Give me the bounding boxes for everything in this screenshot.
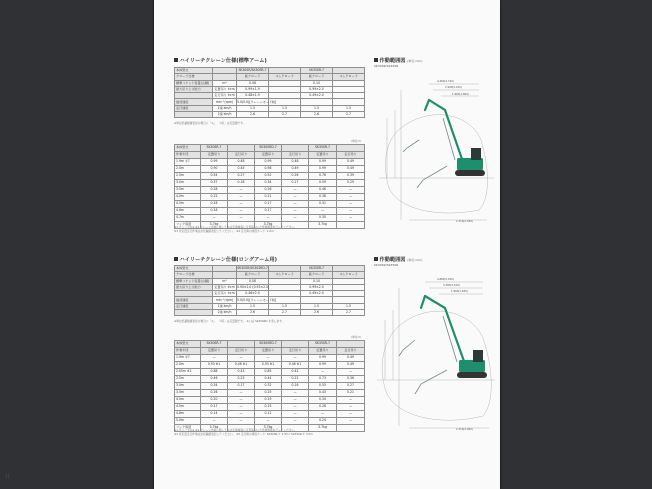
load-row xyxy=(175,355,365,362)
section-title-long: ハイリーチクレーン仕様(ロングアーム用) xyxy=(174,256,277,263)
load-cell: — xyxy=(228,411,255,418)
load-cell: 0.99 xyxy=(309,355,337,362)
load-cell: 0.55 xyxy=(309,383,337,390)
load-cell: 0.14 xyxy=(201,411,228,418)
load-cell: 0.22 xyxy=(282,376,309,383)
load-cell: 4.5m xyxy=(175,404,201,411)
load-cell: 0.18 xyxy=(228,180,255,187)
spec-cell: 0.90×2.0 (0.93×2.0) xyxy=(237,284,270,289)
load-cell: 2.5m xyxy=(175,376,201,383)
spec-cell: 2.6 xyxy=(301,310,333,316)
load-cell: 0.23 xyxy=(228,376,255,383)
load-header-row xyxy=(175,145,365,152)
load-cell: — xyxy=(337,215,365,222)
catalog-page xyxy=(154,0,500,489)
load-cell: 3.7kg xyxy=(201,425,228,432)
load-header-cell: 定置吊り xyxy=(201,152,228,159)
spec-cell xyxy=(175,310,213,316)
load-cell: 0.18 xyxy=(201,208,228,215)
spec-cell: 2.6 xyxy=(237,112,269,118)
load-cell: — xyxy=(282,355,309,362)
load-row xyxy=(175,418,365,425)
load-cell: 0.49 xyxy=(337,362,365,369)
load-cell: 0.46 ※1 xyxy=(282,362,309,369)
load-cell: 0.46 xyxy=(309,187,337,194)
load-row xyxy=(175,201,365,208)
spec-cell: クローラ仕様 xyxy=(175,74,213,80)
load-row xyxy=(175,362,365,369)
work-range-diagram-standard xyxy=(359,70,499,230)
load-row xyxy=(175,215,365,222)
load-cell: 4.7m xyxy=(175,215,201,222)
load-cell: 0.28 xyxy=(201,187,228,194)
load-cell: 0.34 xyxy=(201,383,228,390)
load-header-cell xyxy=(228,145,255,152)
spec-cell: 走行速度 xyxy=(175,303,213,309)
load-cell: — xyxy=(228,397,255,404)
load-header-cell: 走行吊り xyxy=(337,152,365,159)
spec-cell: min⁻¹(rpm) xyxy=(213,297,237,303)
load-cell: 0.36 xyxy=(337,376,365,383)
load-cell: — xyxy=(282,215,309,222)
load-cell: 0.49 xyxy=(282,166,309,173)
load-cell: 0.20 xyxy=(201,397,228,404)
spec-cell: 5.0(5.0)[ウレーンモード時] xyxy=(237,99,277,104)
spec-cell: 0.99×2.0 xyxy=(301,284,333,290)
load-cell: 0.46 ※1 xyxy=(228,362,255,369)
load-cell: — xyxy=(337,187,365,194)
spec-cell: 走行速度 xyxy=(175,105,213,111)
load-header-row xyxy=(175,152,365,159)
spec-cell: SK35SR-7 xyxy=(301,266,333,272)
load-header-cell: 作業半径 xyxy=(175,152,201,159)
spec-table-long xyxy=(174,265,365,316)
load-cell: 2.0m xyxy=(175,166,201,173)
spec-cell: 走行吊り t×m xyxy=(214,291,235,296)
load-row xyxy=(175,180,365,187)
load-cell: 3.0m xyxy=(175,383,201,390)
load-cell: 3.7kg xyxy=(201,222,228,229)
dim-8: 2,310(2,360) xyxy=(456,428,473,431)
spec-cell: SK30SR/SK30SRD-7 xyxy=(237,266,268,271)
load-header-cell: SK30SRD-7 xyxy=(255,341,282,348)
load-header-cell: SK30SR-7 xyxy=(201,145,228,152)
load-cell: 0.37 xyxy=(201,180,228,187)
load-header-cell: 定置吊り xyxy=(255,348,282,355)
spec-cell: 標準バケット容量(山積) xyxy=(175,80,213,86)
load-cell: 0.17 xyxy=(228,383,255,390)
load-cell: — xyxy=(309,411,337,418)
load-cell: 0.16 xyxy=(282,383,309,390)
load-cell: — xyxy=(228,201,255,208)
load-cell: 0.88 xyxy=(201,369,228,376)
diagram-title-long: 作動範囲図 (単位:mm) xyxy=(374,256,422,263)
load-cell: — xyxy=(337,208,365,215)
load-header-cell: 走行吊り xyxy=(228,152,255,159)
spec-cell: ゴムクローラ xyxy=(333,74,365,80)
spec-cell: 定置吊り t×m xyxy=(214,284,235,289)
spec-cell: 0.48×1.9 xyxy=(237,93,269,99)
load-cell: 0.99 xyxy=(309,362,337,369)
spec-cell: 2.6 xyxy=(237,310,269,316)
spec-cell: 0.10 xyxy=(301,80,333,86)
spec-cell: 2速 km/h xyxy=(213,310,237,316)
load-cell: — xyxy=(282,411,309,418)
load-note-long-2: ※4 非定量走行作業法が記載値表記してください。 ※5 走行時の速度カーヤ: SK30SR-7: 3.9m / SK35SR-7: 3.5m xyxy=(174,432,313,436)
load-cell: — xyxy=(201,355,228,362)
load-unit-long: (単位:t) xyxy=(351,335,361,339)
spec-cell: 0.49×2.0 xyxy=(301,291,333,297)
load-cell: 0.15 xyxy=(255,404,282,411)
spec-cell: 1.5 xyxy=(301,105,333,111)
load-cell: 1.9m 半? xyxy=(175,159,201,166)
load-row xyxy=(175,397,365,404)
diagram-title-standard: 作動範囲図 (単位:mm) xyxy=(374,57,422,64)
load-cell: — xyxy=(282,194,309,201)
dim-3: 1,960(1,860) xyxy=(452,93,469,96)
spec-cell: 最大吊り上げ能力 xyxy=(175,86,213,92)
spec-cell: 2.7 xyxy=(269,310,301,316)
load-cell: 0.54 xyxy=(201,173,228,180)
work-range-diagram-long xyxy=(359,270,499,435)
load-header-row xyxy=(175,341,365,348)
load-row xyxy=(175,390,365,397)
load-header-cell: 走行吊り xyxy=(337,348,365,355)
spec-cell: 走行吊り t×m xyxy=(214,93,235,98)
dim-4: 2,310(2,340) xyxy=(456,220,473,223)
load-header-row xyxy=(175,348,365,355)
spec-note-standard: ※単位記載数値表記の場合に「1」。 「t吊」は定量値です。 xyxy=(174,121,246,125)
load-cell: 0.99 xyxy=(309,166,337,173)
load-header-cell: 定置吊り xyxy=(201,348,228,355)
load-cell: 0.24 xyxy=(309,418,337,425)
spec-cell: 2.7 xyxy=(333,310,365,316)
spec-cell: 0.99×2.0 xyxy=(301,86,333,92)
load-cell: 4.5m xyxy=(175,201,201,208)
section-title-standard: ハイリーチクレーン仕様(標準アーム) xyxy=(174,57,267,64)
load-cell: 0.26 xyxy=(201,390,228,397)
load-cell: 3.5m xyxy=(175,187,201,194)
load-header-cell: SK35SR-7 xyxy=(309,145,337,152)
diagram-model-long: SK30SR/SK35SR xyxy=(374,263,399,267)
spec-cell: 2.7 xyxy=(269,112,301,118)
dim-7: 1,960(1,830) xyxy=(451,290,468,293)
load-unit-standard: (単位:t) xyxy=(351,139,361,143)
load-header-cell: SK35SR-7 xyxy=(309,341,337,348)
load-cell: — xyxy=(228,418,255,425)
load-cell: 0.48 xyxy=(282,159,309,166)
load-cell: — xyxy=(228,390,255,397)
load-cell: — xyxy=(228,187,255,194)
load-note-standard-2: ※3 非定量走行作業法が記載値表記してください。 ※4 走行時の速度カーヤ: 1.0m xyxy=(174,229,274,233)
load-cell: 0.38 xyxy=(309,194,337,201)
load-header-cell: 走行吊り xyxy=(228,348,255,355)
load-cell: — xyxy=(228,194,255,201)
load-cell: 0.39 xyxy=(337,173,365,180)
spec-cell: min⁻¹(rpm) xyxy=(213,99,237,105)
load-header-cell xyxy=(282,145,309,152)
dim-2: 2,990(5,220) xyxy=(445,86,462,89)
load-cell: 0.45 xyxy=(228,166,255,173)
load-note-long-1: ※1 サッバフの※ ※2 クレーン作業に際しては法定資格等に定量基づいた作業場等を行ってください。 xyxy=(174,428,297,432)
load-cell: — xyxy=(282,418,309,425)
load-cell: 0.28 xyxy=(309,404,337,411)
load-cell: — xyxy=(309,208,337,215)
load-header-cell: 作業半径 xyxy=(175,348,201,355)
spec-cell: 2速 km/h xyxy=(213,112,237,118)
load-cell: 0.26 xyxy=(255,187,282,194)
load-cell: — xyxy=(282,404,309,411)
spec-cell: 定置吊り t×m xyxy=(214,86,235,91)
dim-5: 4,880(5,030) xyxy=(437,278,454,281)
load-cell: — xyxy=(337,369,365,376)
spec-cell: SK35SR-7 xyxy=(301,68,333,74)
load-cell: — xyxy=(255,215,282,222)
load-cell: 0.78 xyxy=(309,173,337,180)
load-cell: — xyxy=(282,187,309,194)
load-cell: — xyxy=(228,208,255,215)
load-cell: — xyxy=(337,411,365,418)
load-cell: 0.17 xyxy=(255,208,282,215)
load-row xyxy=(175,159,365,166)
load-header-cell: 本体型式 xyxy=(175,145,201,152)
load-cell: 0.30 xyxy=(309,215,337,222)
load-cell: 0.32 xyxy=(255,383,282,390)
load-cell: 0.49 xyxy=(337,355,365,362)
load-cell: 0.93 ※1 xyxy=(201,362,228,369)
load-cell: 0.99 xyxy=(309,159,337,166)
load-header-cell: SK30SRD-7 xyxy=(255,145,282,152)
load-cell: 1.9m 半? xyxy=(175,355,201,362)
load-row xyxy=(175,383,365,390)
load-cell: — xyxy=(337,397,365,404)
spec-table-standard xyxy=(174,67,365,118)
load-cell: 0.59 xyxy=(309,180,337,187)
spec-cell xyxy=(175,112,213,118)
load-row xyxy=(175,187,365,194)
dim-1: 4,460(4,740) xyxy=(437,80,454,83)
load-cell: 0.43 xyxy=(309,390,337,397)
load-table-standard xyxy=(174,144,365,229)
spec-cell: 0.46×2.0 xyxy=(237,291,269,297)
spec-cell: 0.49×2.0 xyxy=(301,93,333,99)
load-row xyxy=(175,369,365,376)
load-cell: 4.0m xyxy=(175,194,201,201)
spec-note-long: ※単位記載数値表記の場合に「1」。 「t吊」は定量値です。 ※( )は SK30SRD を表します。 xyxy=(174,319,285,323)
load-table-long xyxy=(174,340,365,432)
spec-cell: 0.10 xyxy=(301,278,333,284)
load-cell: 4.0m xyxy=(175,397,201,404)
spec-cell: 1速 km/h xyxy=(213,303,237,309)
load-cell: 0.73 xyxy=(309,376,337,383)
spec-cell: ゴムクローラ xyxy=(333,272,365,278)
load-cell: 0.49 xyxy=(337,166,365,173)
spec-cell: 鉄クローラ xyxy=(237,272,269,278)
load-note-standard-1: ※1 サッバフの※ ※2 クレーン作業に際しては法定資格等に定量基づいた作業場等を行ってください。 xyxy=(174,225,297,229)
load-cell: 0.99 xyxy=(201,159,228,166)
spec-cell: 旋回速度 xyxy=(175,297,213,303)
load-cell: 0.17 xyxy=(282,180,309,187)
spec-cell: 鉄クローラ xyxy=(301,74,333,80)
spec-cell: ゴムクローラ xyxy=(269,272,301,278)
spec-cell: クローラ仕様 xyxy=(175,272,213,278)
load-cell: 0.99 xyxy=(255,159,282,166)
load-cell: — xyxy=(337,201,365,208)
load-cell: — xyxy=(228,404,255,411)
load-cell: — xyxy=(201,215,228,222)
load-cell: 3.0m xyxy=(175,180,201,187)
spec-cell: SK30SR/SK30SR-7 xyxy=(238,68,267,73)
load-cell: — xyxy=(201,418,228,425)
spec-cell: 最大吊り上げ能力 xyxy=(175,284,213,290)
load-cell: フック質量 xyxy=(175,425,201,432)
load-cell: 4.8m xyxy=(175,411,201,418)
load-cell: 0.22 xyxy=(201,194,228,201)
spec-cell: 1.5 xyxy=(333,303,365,309)
load-cell: 2.0m xyxy=(175,362,201,369)
load-cell: 0.17 xyxy=(201,404,228,411)
load-cell: 0.19 xyxy=(255,397,282,404)
spec-cell: 本体型式 xyxy=(175,68,213,74)
spec-cell: 2.7 xyxy=(333,112,365,118)
load-cell: — xyxy=(228,215,255,222)
spec-cell: 0.99×1.9 xyxy=(237,86,269,92)
load-cell: 0.27 xyxy=(337,383,365,390)
load-cell: 0.29 xyxy=(337,180,365,187)
load-header-cell: 定置吊り xyxy=(309,152,337,159)
load-cell: 0.90 xyxy=(201,166,228,173)
spec-cell: m³ xyxy=(213,278,237,284)
load-cell: 0.21 xyxy=(337,390,365,397)
load-cell: — xyxy=(255,355,282,362)
load-cell: — xyxy=(282,201,309,208)
spec-cell: 鉄クローラ xyxy=(237,74,269,80)
load-header-cell: 定置吊り xyxy=(309,348,337,355)
load-header-cell: 定置吊り xyxy=(255,152,282,159)
load-cell: — xyxy=(282,397,309,404)
load-cell: — xyxy=(228,355,255,362)
spec-cell: 1.5 xyxy=(237,105,269,111)
load-cell: — xyxy=(337,418,365,425)
spec-cell: 0.08 xyxy=(237,278,269,284)
spec-cell: 鉄クローラ xyxy=(301,272,333,278)
load-cell: 2.05m ※2 xyxy=(175,369,201,376)
load-cell: 4.6m xyxy=(175,208,201,215)
load-cell: 0.25 xyxy=(255,390,282,397)
load-row xyxy=(175,411,365,418)
load-cell: — xyxy=(282,390,309,397)
load-cell: 0.31 xyxy=(309,201,337,208)
load-header-cell xyxy=(282,341,309,348)
load-cell: フック質量 xyxy=(175,222,201,229)
spec-cell: 1.5 xyxy=(269,303,301,309)
load-cell: 0.34 xyxy=(255,180,282,187)
load-row xyxy=(175,173,365,180)
load-cell: 0.49 xyxy=(337,159,365,166)
load-cell: 0.26 xyxy=(282,173,309,180)
load-cell: 0.27 xyxy=(228,173,255,180)
load-cell: 5.0m xyxy=(175,418,201,425)
load-header-cell: 本体型式 xyxy=(175,341,201,348)
spec-cell: 本体型式 xyxy=(175,266,213,272)
spec-cell: 1.5 xyxy=(333,105,365,111)
load-cell: 0.12 xyxy=(255,411,282,418)
load-cell: 0.43 xyxy=(228,369,255,376)
load-cell: 0.93 ※1 xyxy=(255,362,282,369)
load-cell: 3.7kg xyxy=(255,222,282,229)
load-cell: 0.44 xyxy=(255,376,282,383)
spec-row xyxy=(175,112,365,118)
load-header-cell xyxy=(228,341,255,348)
load-cell: 0.42 xyxy=(282,369,309,376)
spec-cell: 1.5 xyxy=(237,303,269,309)
load-cell: 0.21 xyxy=(255,194,282,201)
spec-cell: 1速 km/h xyxy=(213,105,237,111)
diagram-model-standard: SK30SR/SK35SR xyxy=(374,64,399,68)
spec-cell: 2.6 xyxy=(301,112,333,118)
load-cell: — xyxy=(282,208,309,215)
load-cell: — xyxy=(255,418,282,425)
load-cell: 0.98 xyxy=(255,166,282,173)
load-row xyxy=(175,404,365,411)
load-row xyxy=(175,194,365,201)
spec-cell: 旋回速度 xyxy=(175,99,213,105)
load-row xyxy=(175,208,365,215)
load-row xyxy=(175,166,365,173)
load-cell: 0.52 xyxy=(255,173,282,180)
page-number: 11 xyxy=(5,474,11,479)
spec-cell: 標準バケット容量(山積) xyxy=(175,278,213,284)
spec-cell: 1.5 xyxy=(269,105,301,111)
load-cell: 0.48 xyxy=(228,159,255,166)
load-cell: 0.17 xyxy=(255,201,282,208)
load-cell: 3.7kg xyxy=(255,425,282,432)
load-cell: 0.85 xyxy=(255,369,282,376)
load-header-cell: 走行吊り xyxy=(282,348,309,355)
load-cell: 0.18 xyxy=(201,201,228,208)
dim-6: 3,380(3,520) xyxy=(443,284,460,287)
load-cell: 3.5m xyxy=(175,390,201,397)
load-cell: 0.46 xyxy=(201,376,228,383)
load-cell: — xyxy=(309,369,337,376)
spec-cell: 1.5 xyxy=(301,303,333,309)
load-row xyxy=(175,376,365,383)
spec-row xyxy=(175,310,365,316)
load-cell: 0.34 xyxy=(309,397,337,404)
load-cell: 2.5m xyxy=(175,173,201,180)
load-header-cell: 走行吊り xyxy=(282,152,309,159)
load-cell: — xyxy=(337,404,365,411)
load-cell: — xyxy=(337,194,365,201)
spec-cell: 5.0(5.0)[ウレーンモード時] xyxy=(237,297,277,302)
spec-cell: 0.08 xyxy=(237,80,269,86)
load-header-cell: SK30SR-7 xyxy=(201,341,228,348)
spec-cell: ゴムクローラ xyxy=(269,74,301,80)
load-cell: 3.7kg xyxy=(309,222,337,229)
spec-cell: m³ xyxy=(213,80,237,86)
load-cell: 3.7kg xyxy=(309,425,337,432)
